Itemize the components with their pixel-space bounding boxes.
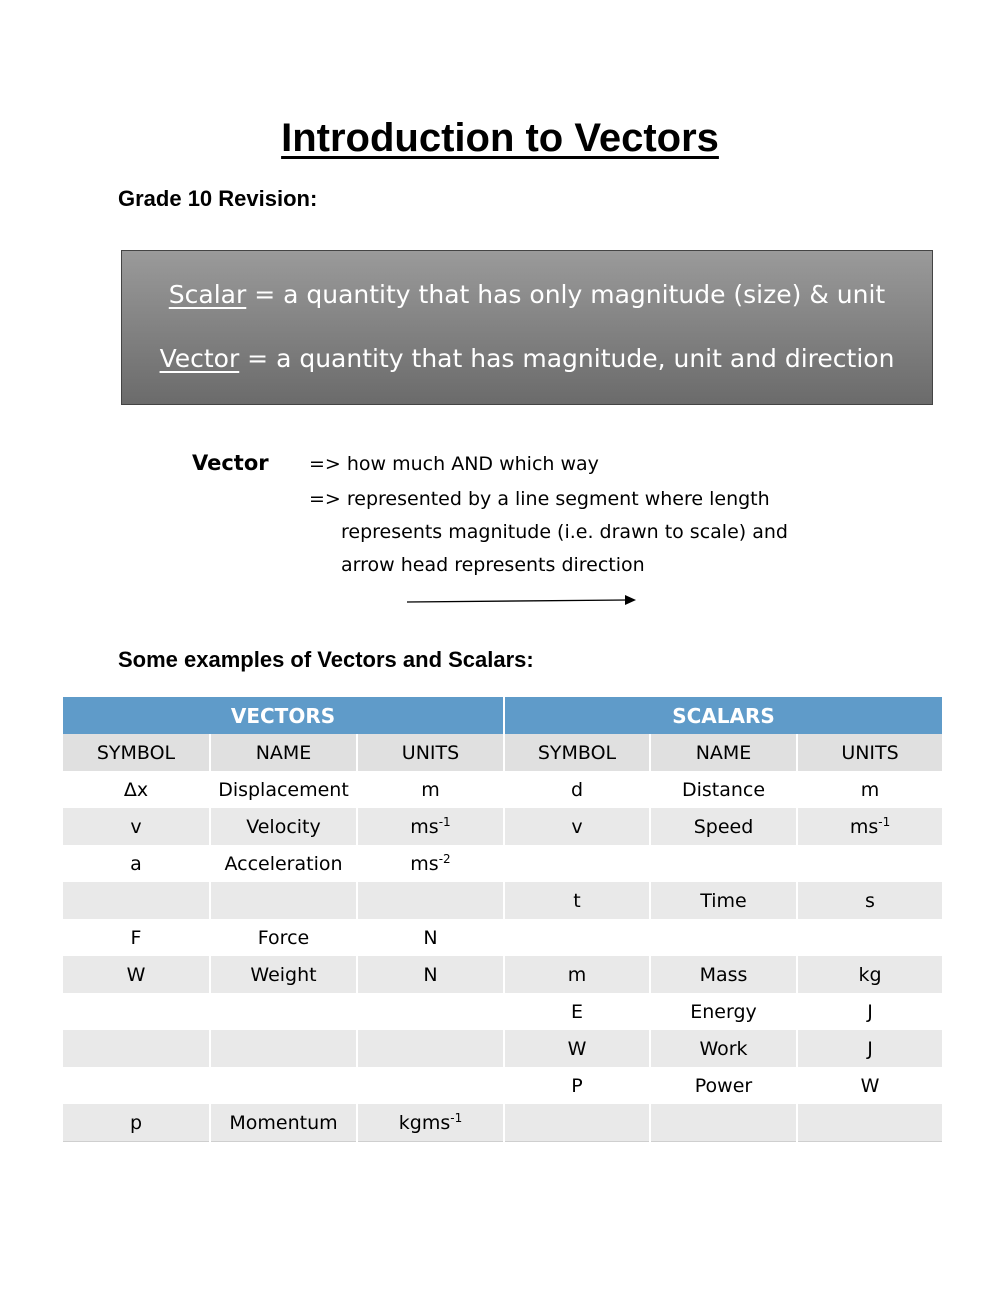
vector-units-cell-text: ms — [410, 815, 439, 838]
table-row — [63, 771, 943, 808]
scalar-units-cell-text: W — [860, 1074, 880, 1097]
vector-note-line-2: => represented by a line segment where length — [309, 488, 770, 510]
scalar-symbol-cell — [504, 993, 650, 1030]
vector-name-cell — [210, 919, 357, 956]
vector-name-cell — [210, 956, 357, 993]
scalar-symbol-cell-text: d — [570, 778, 584, 801]
scalar-symbol-cell-text: P — [571, 1074, 583, 1097]
vector-name-cell — [210, 1067, 357, 1104]
unit-exponent: -1 — [450, 1110, 463, 1125]
page-title: Introduction to Vectors — [281, 116, 719, 160]
scalar-units-cell — [797, 808, 943, 845]
scalar-units-cell — [797, 919, 943, 956]
vector-name-cell — [210, 845, 357, 882]
vector-units-cell — [357, 845, 504, 882]
vector-symbol-cell — [63, 956, 210, 993]
vector-label: Vector — [192, 451, 269, 475]
scalar-units-cell — [797, 1104, 943, 1142]
scalar-name-cell-text: Power — [694, 1074, 753, 1097]
vector-term: Vector — [159, 344, 240, 373]
column-header: NAME — [210, 734, 357, 771]
vector-units-cell-text: kgms — [398, 1111, 451, 1134]
vector-name-cell — [210, 1030, 357, 1067]
vector-units-cell — [357, 956, 504, 993]
scalar-units-cell — [797, 1030, 943, 1067]
scalar-symbol-cell-text: m — [567, 963, 587, 986]
scalar-units-cell-text: J — [867, 1000, 873, 1023]
vector-symbol-cell-text: Δx — [123, 778, 149, 801]
scalar-symbol-cell — [504, 1030, 650, 1067]
table-row — [63, 1030, 943, 1067]
vector-symbol-cell-text: p — [129, 1111, 143, 1134]
scalar-name-cell-text: Work — [699, 1037, 748, 1060]
vector-name-cell-text: Acceleration — [224, 852, 343, 875]
vector-symbol-cell — [63, 808, 210, 845]
scalar-name-cell — [650, 808, 797, 845]
vector-note-line-4: arrow head represents direction — [341, 554, 645, 576]
vector-symbol-cell — [63, 882, 210, 919]
scalar-name-cell-text: Mass — [699, 963, 748, 986]
vector-symbol-cell — [63, 771, 210, 808]
vector-symbol-cell-text: F — [130, 926, 142, 949]
vector-name-cell — [210, 1104, 357, 1142]
scalar-symbol-cell-text: t — [573, 889, 581, 912]
column-header: SYMBOL — [504, 734, 650, 771]
table-row — [63, 1067, 943, 1104]
vector-name-cell-text: Velocity — [246, 815, 321, 838]
scalar-symbol-cell — [504, 882, 650, 919]
vectors-scalars-table — [63, 697, 944, 1142]
vector-symbol-cell-text: a — [130, 852, 142, 875]
vector-units-cell — [357, 919, 504, 956]
vector-symbol-cell — [63, 993, 210, 1030]
vector-symbol-cell-text: v — [130, 815, 142, 838]
scalar-definition — [122, 280, 932, 309]
column-header: UNITS — [797, 734, 943, 771]
scalar-name-cell — [650, 1030, 797, 1067]
grade-heading: Grade 10 Revision: — [118, 186, 318, 211]
unit-exponent: -2 — [438, 851, 451, 866]
vector-units-cell-text: ms — [410, 852, 439, 875]
vector-name-cell — [210, 993, 357, 1030]
examples-heading: Some examples of Vectors and Scalars: — [118, 647, 534, 672]
scalar-symbol-cell — [504, 771, 650, 808]
scalar-name-cell — [650, 771, 797, 808]
vector-units-cell-text: N — [423, 926, 438, 949]
scalar-term: Scalar — [168, 280, 247, 309]
vector-units-cell-text: N — [423, 963, 438, 986]
scalar-units-cell — [797, 771, 943, 808]
unit-exponent: -1 — [438, 814, 451, 829]
scalar-symbol-cell — [504, 1067, 650, 1104]
scalar-units-cell-text: s — [865, 889, 875, 912]
scalar-name-cell-text: Speed — [693, 815, 754, 838]
table-row — [63, 882, 943, 919]
scalar-symbol-cell — [504, 1104, 650, 1142]
scalar-name-cell-text: Energy — [690, 1000, 757, 1023]
scalar-name-cell — [650, 882, 797, 919]
vector-name-cell — [210, 882, 357, 919]
vector-units-cell-text: m — [421, 778, 440, 801]
column-header: NAME — [650, 734, 797, 771]
vector-name-cell-text: Displacement — [218, 778, 349, 801]
scalar-symbol-cell — [504, 956, 650, 993]
vector-units-cell — [357, 993, 504, 1030]
scalar-symbol-cell-text: v — [571, 815, 583, 838]
vector-symbol-cell — [63, 919, 210, 956]
scalar-units-cell-text: m — [860, 778, 880, 801]
scalar-text: = a quantity that has only magnitude (size) & unit — [246, 280, 886, 309]
scalar-name-cell — [650, 919, 797, 956]
table-row — [63, 919, 943, 956]
vector-symbol-cell-text: W — [126, 963, 146, 986]
scalar-symbol-cell-text: W — [567, 1037, 587, 1060]
vector-units-cell — [357, 1067, 504, 1104]
scalar-units-cell-text: J — [867, 1037, 873, 1060]
definitions-box — [121, 250, 933, 405]
vector-name-cell-text: Force — [257, 926, 310, 949]
vector-symbol-cell — [63, 1067, 210, 1104]
table-row — [63, 808, 943, 845]
vector-name-cell-text: Weight — [250, 963, 317, 986]
group-header-row — [63, 697, 943, 734]
scalar-name-cell-text: Distance — [681, 778, 766, 801]
table-row — [63, 845, 943, 882]
scalar-units-cell-text: ms — [849, 815, 879, 838]
scalar-symbol-cell — [504, 845, 650, 882]
scalar-units-cell-text: kg — [858, 963, 882, 986]
vector-units-cell — [357, 1030, 504, 1067]
vector-units-cell — [357, 882, 504, 919]
column-header-row — [63, 734, 943, 771]
vector-note-line-3: represents magnitude (i.e. drawn to scale) and — [341, 521, 788, 543]
scalar-name-cell — [650, 993, 797, 1030]
scalar-name-cell — [650, 845, 797, 882]
vector-arrow-icon — [407, 592, 639, 608]
vector-symbol-cell — [63, 1104, 210, 1142]
vector-units-cell — [357, 771, 504, 808]
vector-text: = a quantity that has magnitude, unit and direction — [239, 344, 895, 373]
scalar-units-cell — [797, 1067, 943, 1104]
table-row — [63, 1104, 943, 1142]
vector-symbol-cell — [63, 845, 210, 882]
vector-name-cell-text: Momentum — [229, 1111, 338, 1134]
scalar-name-cell — [650, 1104, 797, 1142]
vector-units-cell — [357, 808, 504, 845]
scalar-units-cell — [797, 993, 943, 1030]
table-body — [63, 771, 943, 1142]
scalar-name-cell — [650, 1067, 797, 1104]
vector-symbol-cell — [63, 1030, 210, 1067]
unit-exponent: -1 — [878, 814, 891, 829]
scalar-symbol-cell — [504, 919, 650, 956]
scalar-symbol-cell — [504, 808, 650, 845]
column-header: SYMBOL — [63, 734, 210, 771]
vectors-header: VECTORS — [63, 697, 504, 734]
vector-name-cell — [210, 808, 357, 845]
table-row — [63, 956, 943, 993]
scalar-units-cell — [797, 845, 943, 882]
scalar-units-cell — [797, 956, 943, 993]
column-header: UNITS — [357, 734, 504, 771]
scalars-header: SCALARS — [504, 697, 943, 734]
scalar-name-cell-text: Time — [700, 889, 747, 912]
vector-definition — [122, 344, 932, 373]
vector-note-line-1: => how much AND which way — [309, 453, 599, 475]
scalar-units-cell — [797, 882, 943, 919]
table-row — [63, 993, 943, 1030]
vector-name-cell — [210, 771, 357, 808]
scalar-symbol-cell-text: E — [570, 1000, 583, 1023]
scalar-name-cell — [650, 956, 797, 993]
vector-units-cell — [357, 1104, 504, 1142]
